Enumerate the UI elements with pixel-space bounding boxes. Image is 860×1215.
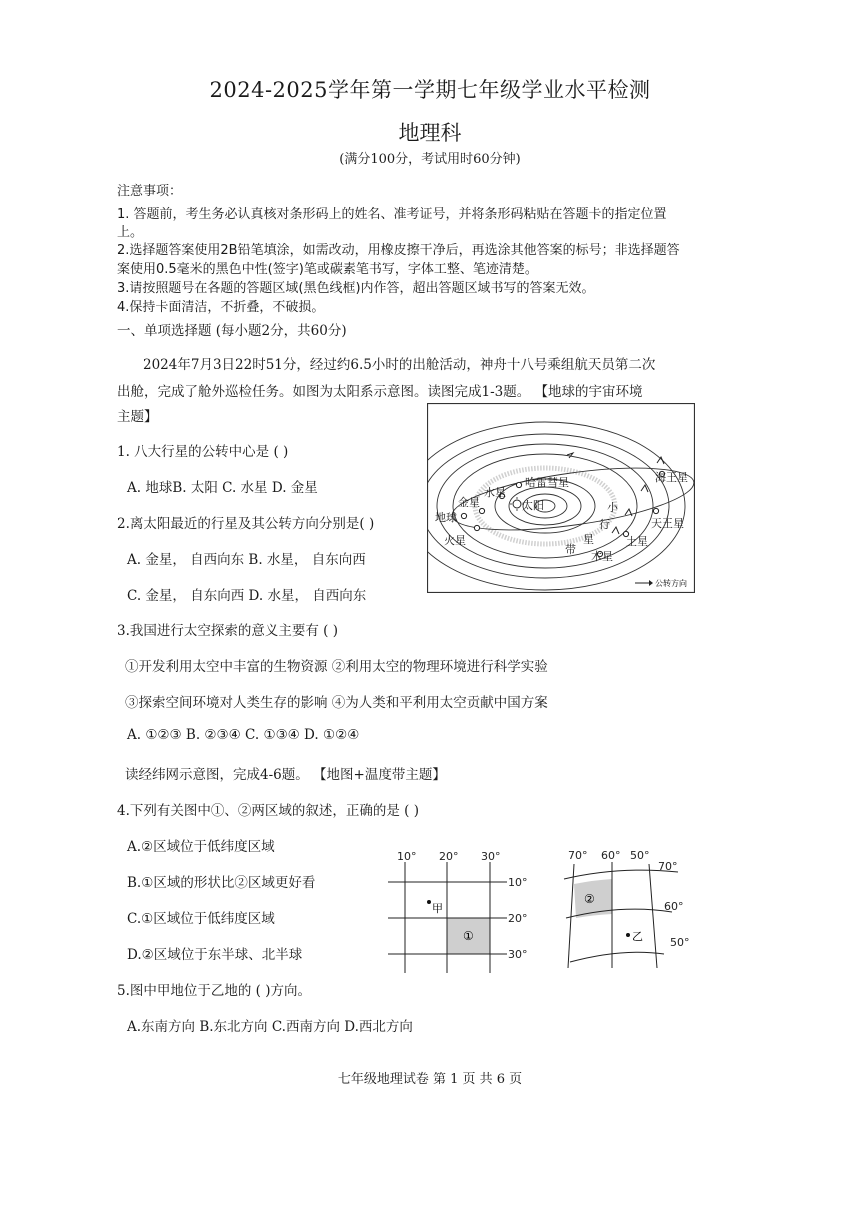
asteroid-belt-label-1: 小 (607, 501, 618, 514)
question-2-options-2: C. 金星， 自东向西 D. 水星， 自西向东 (127, 588, 367, 604)
venus-label: 金星 (458, 496, 480, 509)
mercury-label: 水星 (484, 486, 506, 499)
grid2-top-label-2: 60° (601, 849, 621, 862)
mars-label: 火星 (444, 534, 466, 547)
question-3-statements-2: ③探索空间环境对人类生存的影响 ④为人类和平利用太空贡献中国方案 (125, 695, 548, 711)
grid1-top-label-1: 10° (397, 850, 417, 863)
solar-system-diagram (427, 403, 695, 593)
sun-label: 太阳 (522, 499, 544, 512)
notice-item-1-cont: 上。 (117, 225, 144, 240)
notice-item-2: 2.选择题答案使用2B铅笔填涂，如需改动，用橡皮擦干净后，再选涂其他答案的标号；非选择题答 (117, 243, 680, 258)
grid2-right-label-2: 60° (664, 900, 684, 913)
question-2-stem: 2.离太阳最近的行星及其公转方向分别是( ) (117, 516, 375, 532)
jupiter-label: 木星 (591, 550, 613, 563)
question-5-options: A.东南方向 B.东北方向 C.西南方向 D.西北方向 (127, 1019, 413, 1035)
question-4-option-b: B.①区域的形状比②区域更好看 (127, 875, 316, 891)
comet-label: 哈雷彗星 (525, 476, 569, 489)
question-4-option-d: D.②区域位于东半球、北半球 (127, 947, 303, 963)
grid1-top-label-3: 30° (481, 850, 501, 863)
passage-1-line-3: 主题】 (117, 409, 158, 425)
question-4-option-a: A.②区域位于低纬度区域 (127, 839, 275, 855)
notice-item-3: 3.请按照题号在各题的答题区域(黑色线框)内作答，超出答题区域书写的答案无效。 (117, 281, 595, 296)
point-yi (626, 933, 630, 937)
asteroid-belt-label-4: 带 (565, 543, 576, 556)
notice-item-4: 4.保持卡面清洁，不折叠，不破损。 (117, 300, 325, 315)
question-4-option-c: C.①区域位于低纬度区域 (127, 911, 275, 927)
graticule-map-1 (385, 848, 535, 973)
saturn-label: 土星 (626, 535, 648, 548)
subject-title: 地理科 (398, 121, 462, 145)
grid2-right-label-3: 50° (670, 936, 690, 949)
question-3-statements-1: ①开发利用太空中丰富的生物资源 ②利用太空的物理环境进行科学实验 (125, 659, 548, 675)
uranus-label: 天王星 (651, 517, 684, 530)
question-3-options: A. ①②③ B. ②③④ C. ①③④ D. ①②④ (127, 727, 360, 743)
passage-1-line-1: 2024年7月3日22时51分，经过约6.5小时的出舱活动，神舟十八号乘组航天员第二次 (143, 357, 656, 373)
point-jia (427, 900, 431, 904)
point-yi-label: 乙 (632, 930, 643, 943)
notice-heading: 注意事项： (117, 184, 183, 199)
exam-title: 2024-2025学年第一学期七年级学业水平检测 (209, 78, 651, 102)
grid2-right-label-1: 70° (658, 860, 678, 873)
exam-note: (满分100分，考试用时60分钟) (339, 152, 521, 167)
grid1-right-label-1: 10° (508, 876, 528, 889)
question-1-options: A. 地球B. 太阳 C. 水星 D. 金星 (127, 480, 318, 496)
grid2-top-label-1: 70° (568, 849, 588, 862)
asteroid-belt-label-3: 星 (583, 533, 594, 546)
question-3-stem: 3.我国进行太空探索的意义主要有 ( ) (117, 623, 338, 639)
question-2-options-1: A. 金星， 自西向东 B. 水星， 自东向西 (127, 552, 366, 568)
region-2-label: ② (584, 892, 595, 906)
question-4-stem: 4.下列有关图中①、②两区域的叙述，正确的是 ( ) (117, 803, 419, 819)
notice-item-1: 1. 答题前，考生务必认真核对条形码上的姓名、准考证号，并将条形码粘贴在答题卡的指定位置 (117, 207, 667, 222)
section-heading: 一、单项选择题 (每小题2分，共60分) (117, 323, 347, 339)
asteroid-belt-label-2: 行 (599, 518, 610, 531)
question-5-stem: 5.图中甲地位于乙地的 ( )方向。 (117, 983, 311, 999)
question-1-stem: 1. 八大行星的公转中心是 ( ) (117, 444, 289, 460)
passage-2: 读经纬网示意图，完成4-6题。 【地图+温度带主题】 (125, 767, 446, 783)
region-1-label: ① (463, 929, 474, 943)
notice-item-2-cont: 案使用0.5毫米的黑色中性(签字)笔或碳素笔书写，字体工整、笔迹清楚。 (117, 262, 538, 277)
passage-1-line-2: 出舱，完成了舱外巡检任务。如图为太阳系示意图。读图完成1-3题。 【地球的宇宙环境 (117, 384, 643, 400)
point-jia-label: 甲 (432, 902, 443, 915)
page-footer: 七年级地理试卷 第 1 页 共 6 页 (337, 1072, 523, 1087)
grid1-right-label-3: 30° (508, 948, 528, 961)
graticule-map-2 (560, 846, 710, 976)
legend-label: 公转方向 (655, 579, 687, 588)
earth-label: 地球 (435, 511, 457, 524)
grid2-top-label-3: 50° (630, 849, 650, 862)
grid1-top-label-2: 20° (439, 850, 459, 863)
neptune-label: 海王星 (655, 471, 688, 484)
grid1-right-label-2: 20° (508, 912, 528, 925)
